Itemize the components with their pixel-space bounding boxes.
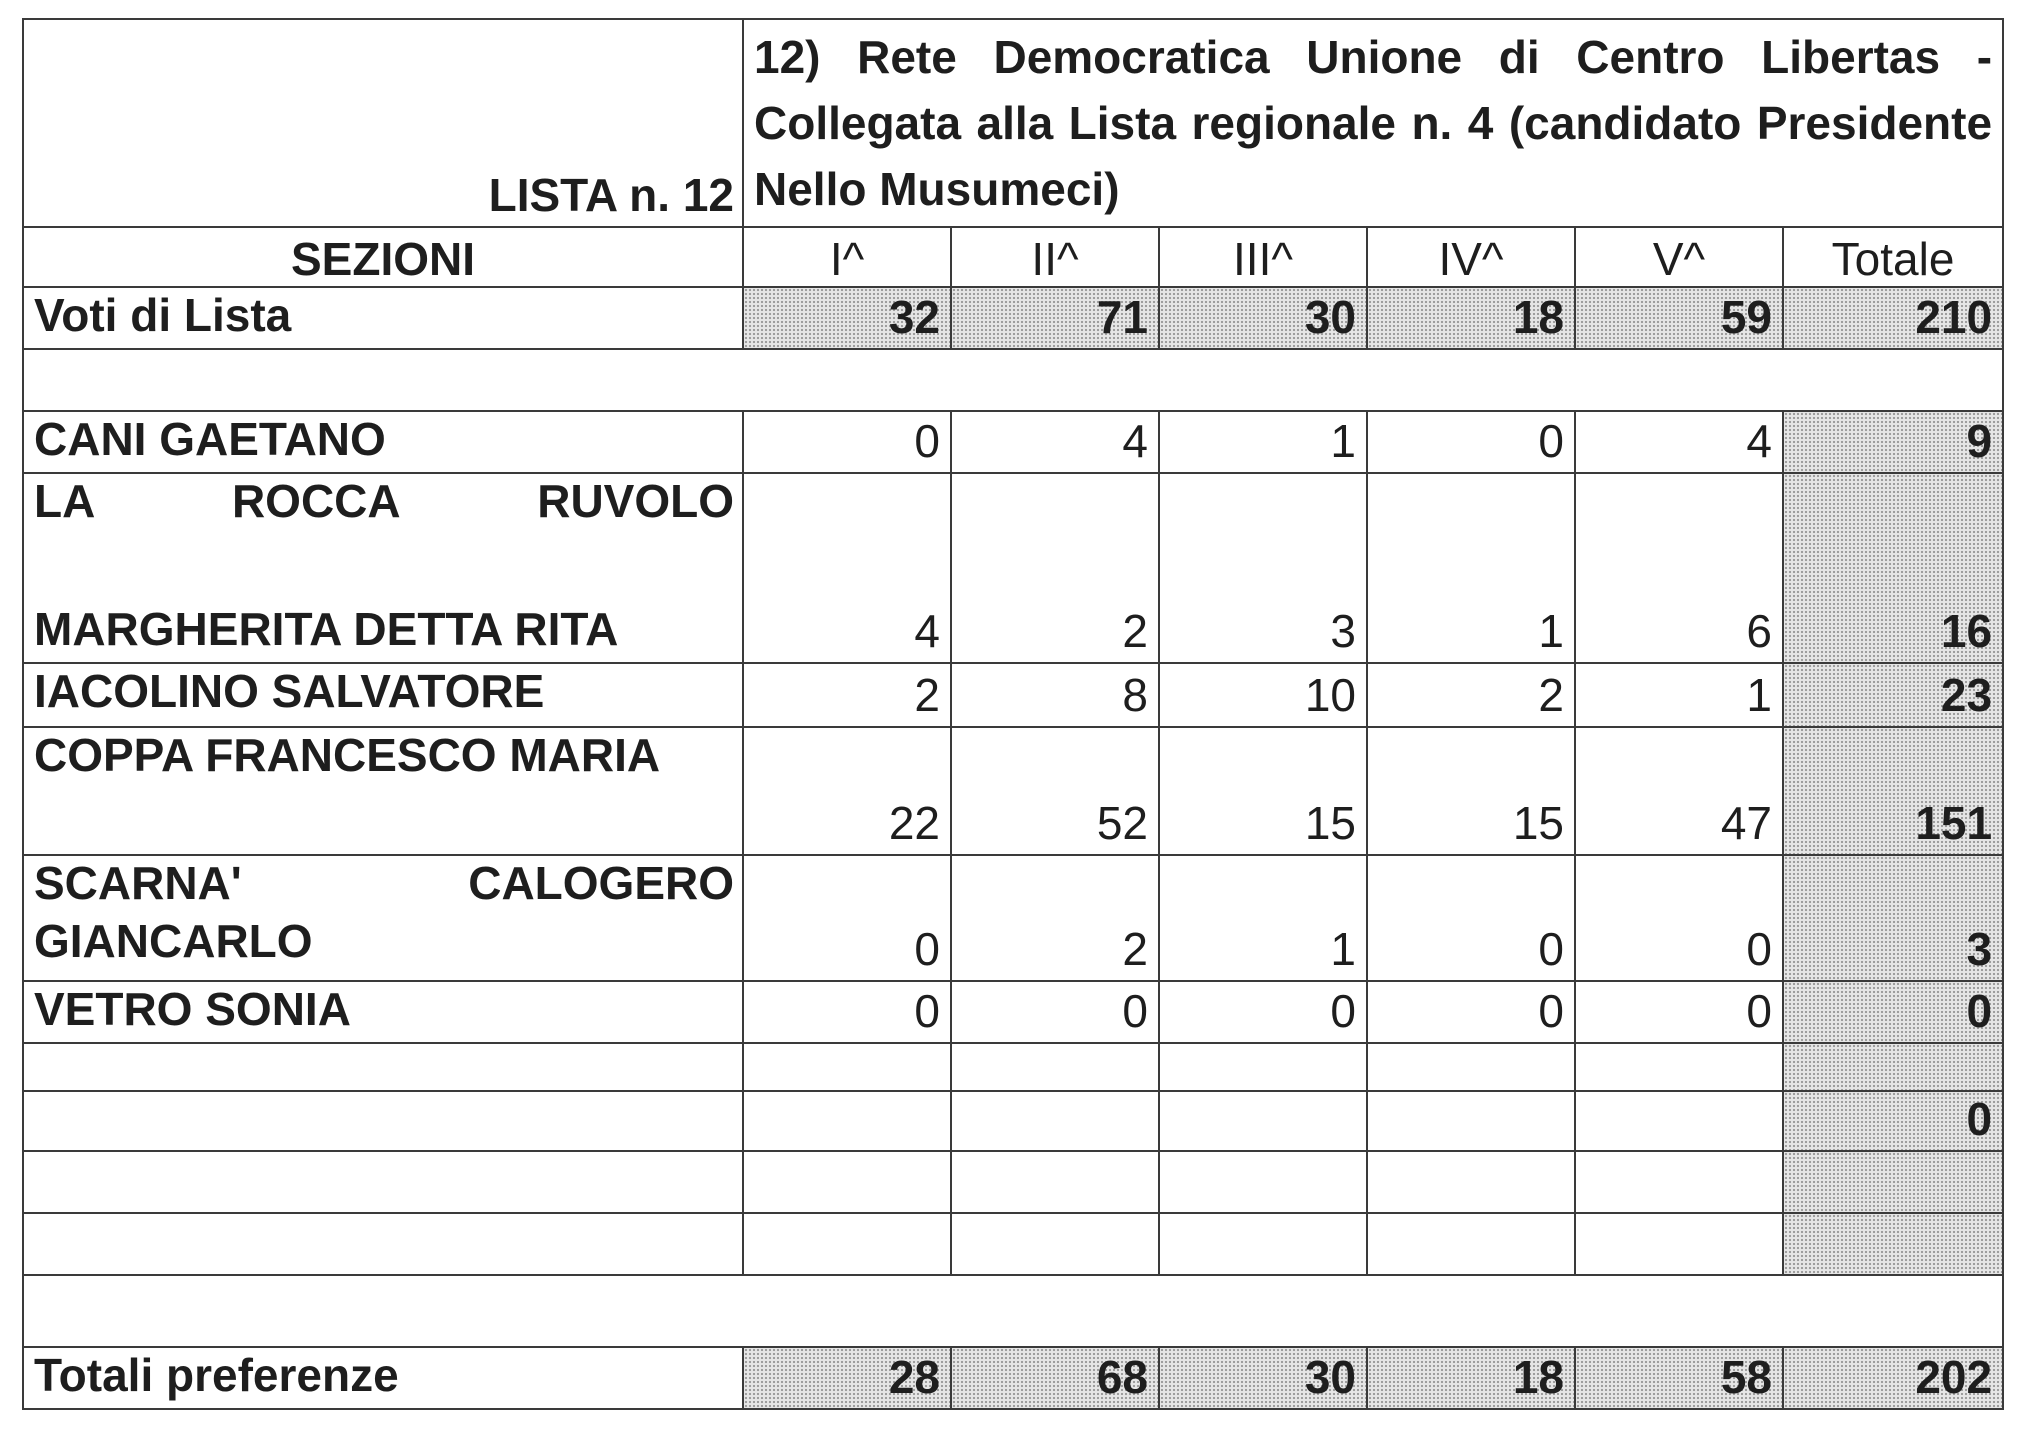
totali-preferenze-total: 202 [1783, 1347, 2003, 1409]
totali-preferenze-value: 18 [1367, 1347, 1575, 1409]
candidate-value: 15 [1367, 727, 1575, 855]
candidate-value: 2 [951, 855, 1159, 981]
empty-cell [743, 1043, 951, 1091]
candidate-name: CANI GAETANO [23, 411, 743, 473]
candidate-value: 0 [1159, 981, 1367, 1043]
name-word: SCARNA' [34, 857, 242, 909]
candidate-name-line [34, 474, 734, 528]
candidate-value: 0 [1367, 855, 1575, 981]
candidate-name: IACOLINO SALVATORE [23, 663, 743, 727]
voti-lista-value: 71 [951, 287, 1159, 349]
section-header-3: III^ [1159, 227, 1367, 287]
candidate-total: 0 [1783, 981, 2003, 1043]
candidate-name: COPPA FRANCESCO MARIA [23, 727, 743, 855]
spacer-row [23, 349, 2003, 411]
voti-lista-value: 30 [1159, 287, 1367, 349]
candidate-value: 10 [1159, 663, 1367, 727]
name-word: LA [34, 475, 96, 527]
candidate-row [23, 727, 2003, 855]
empty-cell [1367, 1091, 1575, 1151]
empty-cell [1159, 1091, 1367, 1151]
candidate-value: 0 [1367, 981, 1575, 1043]
candidate-value: 0 [743, 855, 951, 981]
preferences-table [22, 18, 2004, 1410]
candidate-total: 9 [1783, 411, 2003, 473]
empty-cell [1575, 1151, 1783, 1213]
totali-preferenze-value: 28 [743, 1347, 951, 1409]
candidate-value: 0 [743, 981, 951, 1043]
candidate-row [23, 855, 2003, 981]
candidate-value: 1 [1367, 473, 1575, 663]
spacer-row [23, 1275, 2003, 1347]
totali-preferenze-row [23, 1347, 2003, 1409]
candidate-row [23, 473, 2003, 663]
candidate-name: VETRO SONIA [23, 981, 743, 1043]
name-word: RUVOLO [537, 475, 734, 527]
candidate-value: 47 [1575, 727, 1783, 855]
candidate-value: 52 [951, 727, 1159, 855]
candidate-value: 0 [951, 981, 1159, 1043]
voti-lista-row [23, 287, 2003, 349]
empty-row [23, 1043, 2003, 1091]
totali-preferenze-value: 68 [951, 1347, 1159, 1409]
candidate-value: 0 [743, 411, 951, 473]
empty-row [23, 1213, 2003, 1275]
lista-number-label: LISTA n. 12 [23, 19, 743, 227]
totali-preferenze-label: Totali preferenze [23, 1347, 743, 1409]
empty-cell [1575, 1213, 1783, 1275]
empty-cell [23, 1091, 743, 1151]
empty-cell [951, 1091, 1159, 1151]
empty-cell [1367, 1043, 1575, 1091]
candidate-value: 2 [1367, 663, 1575, 727]
candidate-total: 23 [1783, 663, 2003, 727]
spacer-cell [23, 1275, 2003, 1347]
candidate-value: 2 [951, 473, 1159, 663]
candidate-value: 2 [743, 663, 951, 727]
voti-lista-value: 32 [743, 287, 951, 349]
candidate-value: 22 [743, 727, 951, 855]
voti-lista-label: Voti di Lista [23, 287, 743, 349]
totali-preferenze-value: 58 [1575, 1347, 1783, 1409]
sezioni-header: SEZIONI [23, 227, 743, 287]
candidate-total: 16 [1783, 473, 2003, 663]
empty-cell [23, 1213, 743, 1275]
candidate-row [23, 663, 2003, 727]
empty-row-total [1783, 1043, 2003, 1091]
totali-preferenze-value: 30 [1159, 1347, 1367, 1409]
voti-lista-value: 59 [1575, 287, 1783, 349]
candidate-value: 0 [1575, 981, 1783, 1043]
candidate-name-line: GIANCARLO [34, 915, 313, 967]
empty-row [23, 1091, 2003, 1151]
candidate-name [23, 473, 743, 663]
title-row [23, 19, 2003, 227]
section-header-2: II^ [951, 227, 1159, 287]
candidate-value: 4 [1575, 411, 1783, 473]
candidate-value: 1 [1159, 855, 1367, 981]
candidate-value: 6 [1575, 473, 1783, 663]
candidate-name-line [34, 856, 734, 910]
spacer-cell [23, 349, 2003, 411]
candidate-value: 1 [1159, 411, 1367, 473]
empty-cell [743, 1213, 951, 1275]
empty-cell [951, 1151, 1159, 1213]
candidate-total: 3 [1783, 855, 2003, 981]
voti-lista-total: 210 [1783, 287, 2003, 349]
empty-cell [23, 1043, 743, 1091]
candidate-value: 15 [1159, 727, 1367, 855]
empty-cell [1159, 1151, 1367, 1213]
candidate-name-line: MARGHERITA DETTA RITA [34, 603, 619, 655]
candidate-value: 3 [1159, 473, 1367, 663]
empty-cell [1367, 1151, 1575, 1213]
empty-cell [1575, 1043, 1783, 1091]
candidate-row [23, 981, 2003, 1043]
empty-cell [1575, 1091, 1783, 1151]
name-word: ROCCA [231, 475, 401, 527]
candidate-total: 151 [1783, 727, 2003, 855]
empty-cell [23, 1151, 743, 1213]
candidate-value: 0 [1575, 855, 1783, 981]
results-sheet [22, 18, 2004, 1410]
section-header-1: I^ [743, 227, 951, 287]
voti-lista-value: 18 [1367, 287, 1575, 349]
empty-cell [1367, 1213, 1575, 1275]
empty-cell [743, 1151, 951, 1213]
total-header: Totale [1783, 227, 2003, 287]
candidate-value: 4 [743, 473, 951, 663]
empty-cell [1159, 1043, 1367, 1091]
empty-row-total [1783, 1213, 2003, 1275]
empty-row-total: 0 [1783, 1091, 2003, 1151]
empty-cell [743, 1091, 951, 1151]
empty-row-total [1783, 1151, 2003, 1213]
column-header-row [23, 227, 2003, 287]
name-word: CALOGERO [468, 857, 734, 909]
empty-cell [1159, 1213, 1367, 1275]
empty-row [23, 1151, 2003, 1213]
empty-cell [951, 1213, 1159, 1275]
candidate-value: 4 [951, 411, 1159, 473]
candidate-value: 8 [951, 663, 1159, 727]
candidate-row [23, 411, 2003, 473]
candidate-name [23, 855, 743, 981]
empty-cell [951, 1043, 1159, 1091]
candidate-value: 1 [1575, 663, 1783, 727]
candidate-value: 0 [1367, 411, 1575, 473]
list-title: 12) Rete Democratica Unione di Centro Libertas - Collegata alla Lista regionale n. 4 (candidato Presidente Nello Musumeci) [743, 19, 2003, 227]
section-header-5: V^ [1575, 227, 1783, 287]
section-header-4: IV^ [1367, 227, 1575, 287]
